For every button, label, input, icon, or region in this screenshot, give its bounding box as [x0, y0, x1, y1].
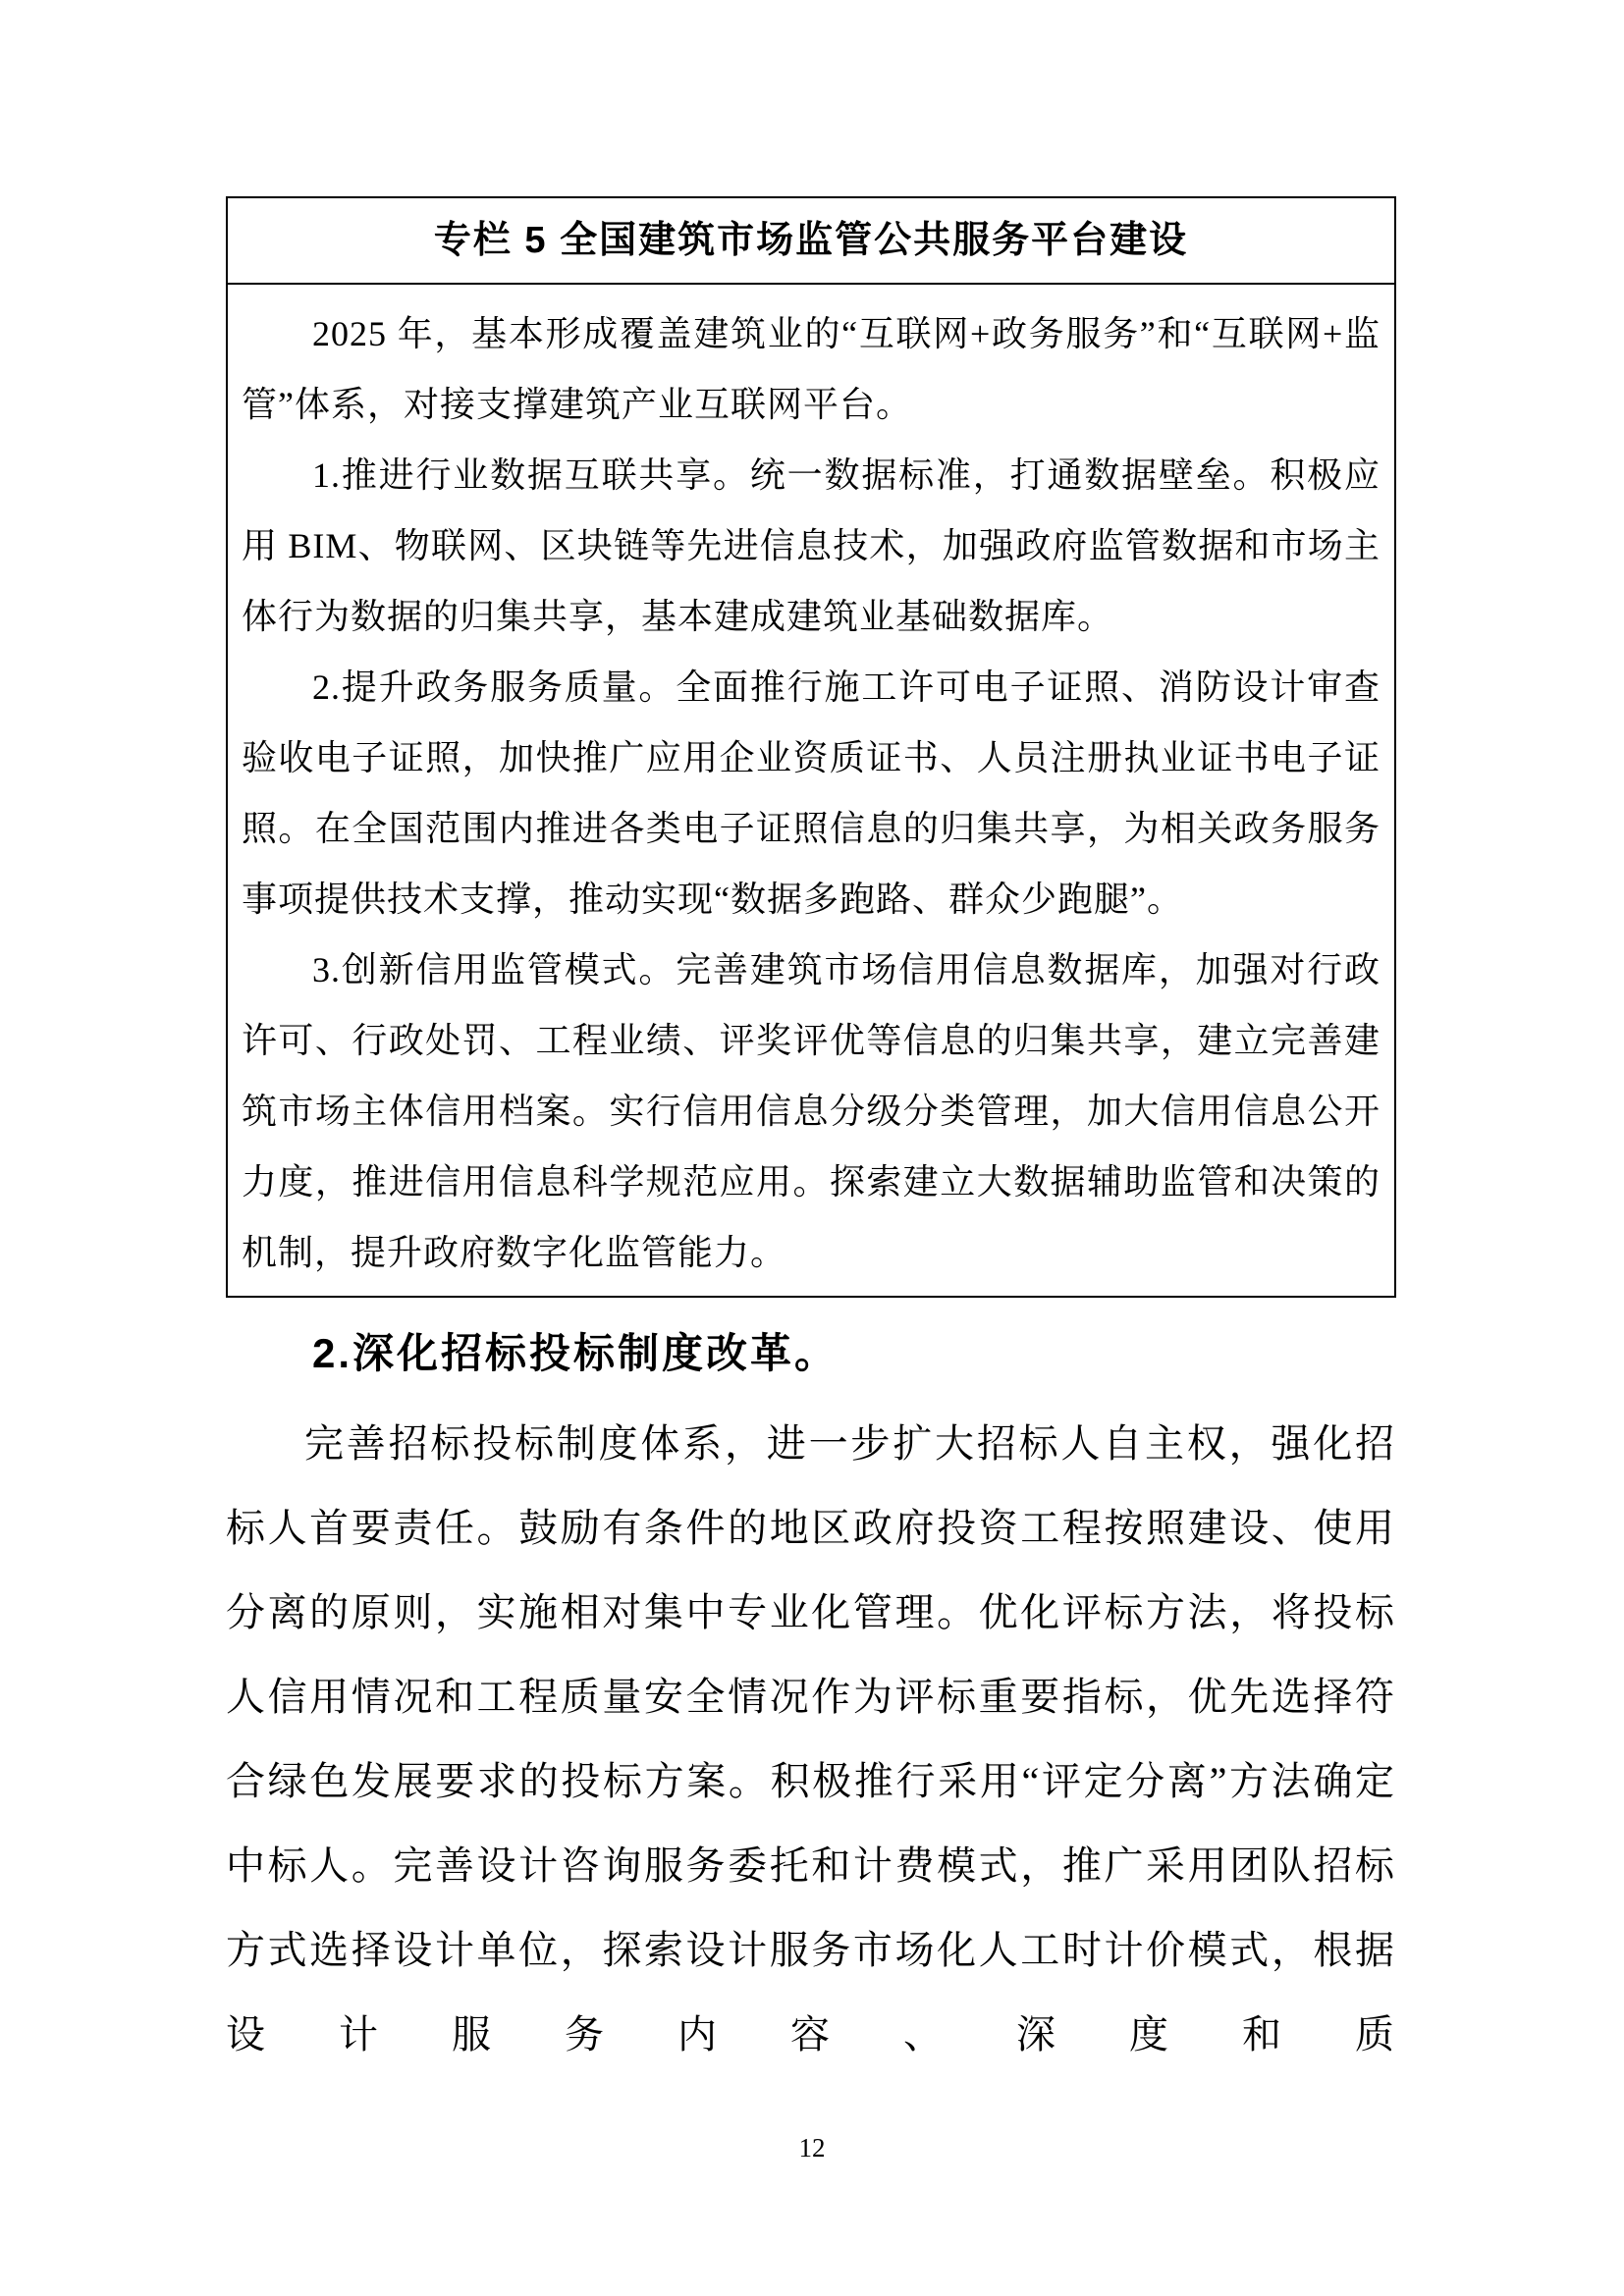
- box-paragraph: 3.创新信用监管模式。完善建筑市场信用信息数据库，加强对行政许可、行政处罚、工程业绩、评奖评优等信息的归集共享，建立完善建筑市场主体信用档案。实行信用信息分级分类管理，加大信用信息公开力度，推进信用信息科学规范应用。探索建立大数据辅助监管和决策的机制，提升政府数字化监管能力。: [242, 950, 1380, 1272]
- box-paragraph: 2.提升政务服务质量。全面推行施工许可电子证照、消防设计审查验收电子证照，加快推广应用企业资质证书、人员注册执业证书电子证照。在全国范围内推进各类电子证照信息的归集共享，为相关政务服务事项提供技术支撑，推动实现“数据多跑路、群众少跑腿”。: [242, 667, 1380, 919]
- column-box-body: [228, 285, 1394, 1296]
- page-number: 12: [798, 2133, 826, 2163]
- box-paragraph: 1.推进行业数据互联共享。统一数据标准，打通数据壁垒。积极应用 BIM、物联网、区块链等先进信息技术，加强政府监管数据和市场主体行为数据的归集共享，基本建成建筑业基础数据库。: [242, 455, 1380, 636]
- column-box-title: 专栏 5 全国建筑市场监管公共服务平台建设: [228, 198, 1394, 285]
- body-paragraph: 完善招标投标制度体系，进一步扩大招标人自主权，强化招标人首要责任。鼓励有条件的地区政府投资工程按照建设、使用分离的原则，实施相对集中专业化管理。优化评标方法，将投标人信用情况和工程质量安全情况作为评标重要指标，优先选择符合绿色发展要求的投标方案。积极推行采用“评定分离”方法确定中标人。完善设计咨询服务委托和计费模式，推广采用团队招标方式选择设计单位，探索设计服务市场化人工时计价模式，根据设计服务内容、深度和质: [226, 1421, 1396, 2056]
- column-box: [226, 196, 1396, 1298]
- box-paragraph: 2025 年，基本形成覆盖建筑业的“互联网+政务服务”和“互联网+监管”体系，对接支撑建筑产业互联网平台。: [242, 314, 1380, 424]
- section-heading: 2.深化招标投标制度改革。: [312, 1330, 839, 1376]
